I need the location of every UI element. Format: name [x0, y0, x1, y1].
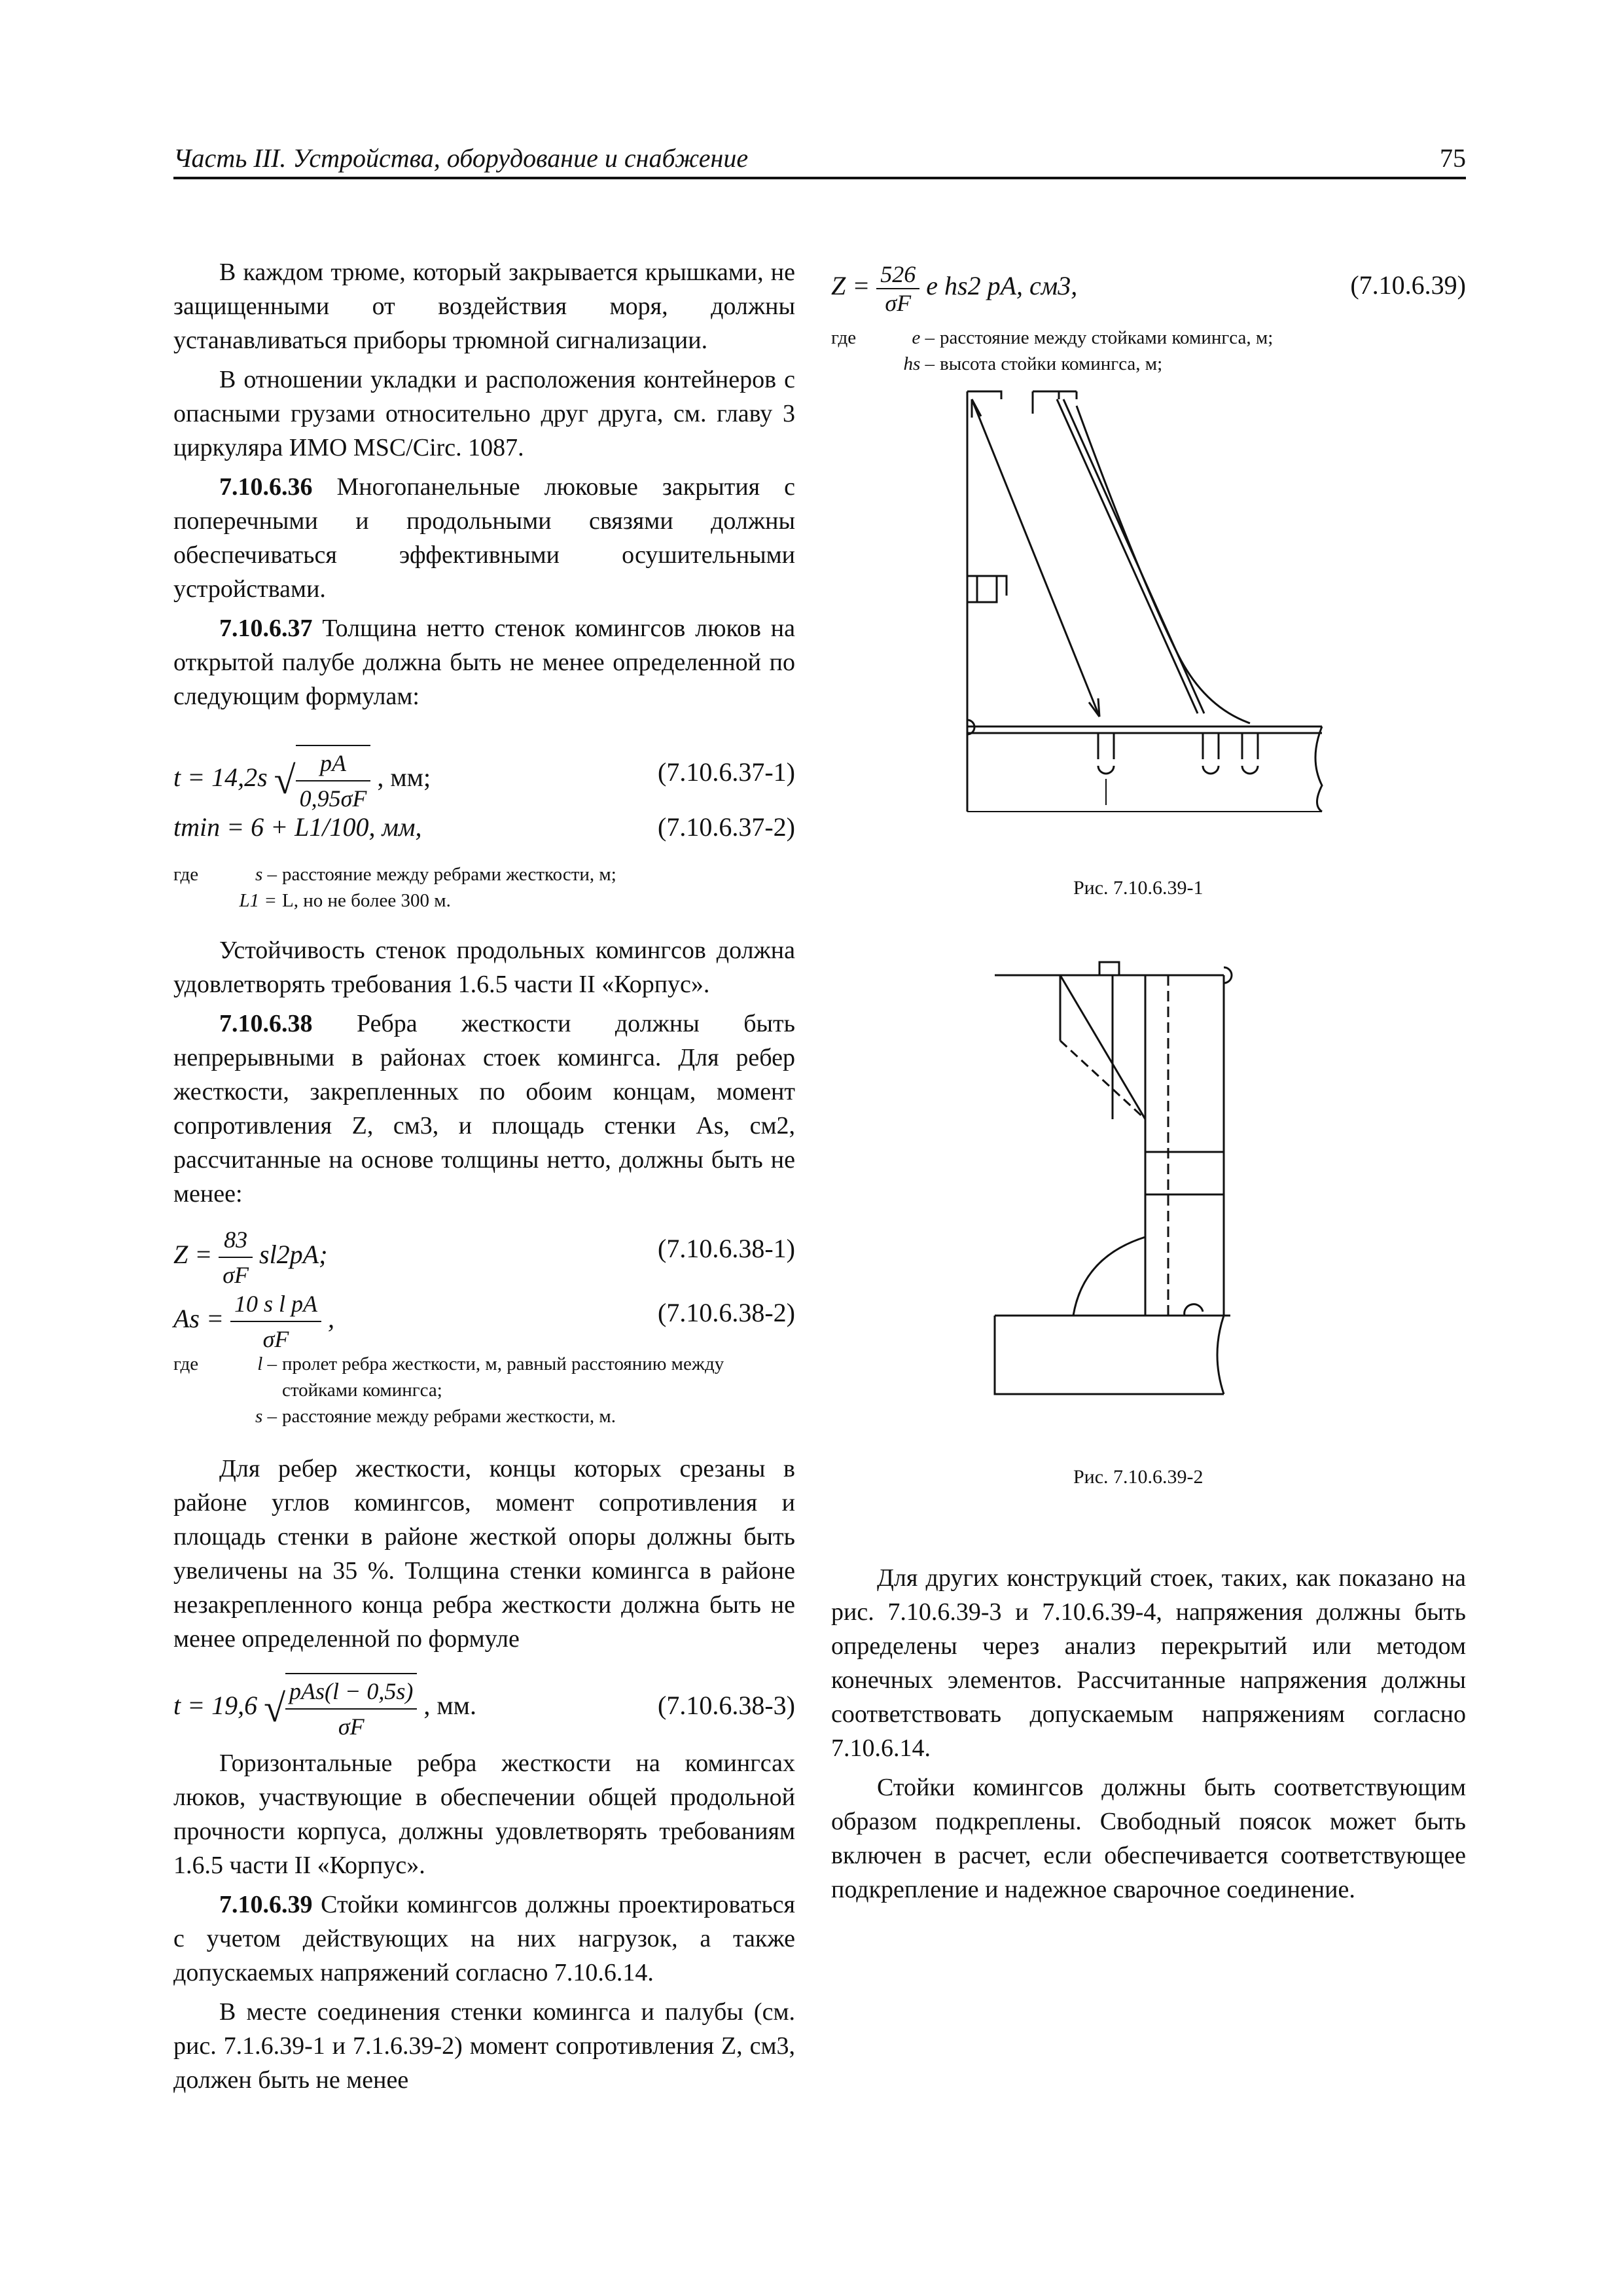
- paragraph: Для других конструкций стоек, таких, как показано на рис. 7.10.6.39-3 и 7.10.6.39-4, напряжения должны быть определены через анализ перекрытий или методом конечных элементов. Рассчитанные напряжения должны соответствовать допускаемым напряжениям согласно 7.10.6.14.: [831, 1564, 1466, 1762]
- formula-7-10-6-38-2: As = $\frac{\text{10 s l pA}}{\sigma F}$ , (7.10.6.38-2): [173, 1287, 795, 1339]
- section-number: 7.10.6.39: [219, 1891, 313, 1918]
- deck-stiffener-1: [1098, 733, 1114, 774]
- formula-unit: , мм;: [377, 762, 431, 793]
- section-number: 7.10.6.36: [219, 473, 313, 501]
- where-block: где e – расстояние между стойками комингса, м; hs – высота стойки комингса, м;: [831, 327, 1274, 374]
- formula-text: tmin = 6 + L1/100, мм,: [173, 812, 422, 842]
- top-flange: [1033, 391, 1077, 414]
- equation-number: (7.10.6.38-3): [658, 1691, 795, 1720]
- top-block: [1099, 962, 1119, 975]
- paragraph: Для ребер жесткости, концы которых срезаны в районе углов комингсов, момент сопротивления и площадь стенки в районе жесткой опоры должны быть увеличены на 35 %. Толщина стенки комингса в районе незакрепленного конца ребра жесткости должна быть не менее определенной по формуле: [173, 1455, 795, 1653]
- page-number: 75: [1440, 143, 1466, 173]
- where-block: где l – пролет ребра жесткости, м, равный расстоянию между стойками комингса; s – расстояние между ребрами жесткости, м.: [173, 1354, 724, 1427]
- paragraph: Устойчивость стенок продольных комингсов должна удовлетворять требования 1.6.5 части II «Корпус».: [173, 937, 795, 998]
- paragraph: Стойки комингсов должны быть соответствующим образом подкреплены. Свободный поясок может быть включен в расчет, если обеспечивается соответствующее подкрепление и надежное сварочное соединение.: [831, 1774, 1466, 1903]
- paragraph-7-10-6-38: [173, 1007, 795, 1211]
- paragraph: Горизонтальные ребра жесткости на комингсах люков, участвующие в обеспечении общей продольной прочности корпуса, должны удовлетворять требованиям 1.6.5 части II «Корпус».: [173, 1749, 795, 1879]
- paragraph-text: Стойки комингсов должны проектироваться с учетом действующих на них нагрузок, а также допускаемых напряжений согласно 7.10.6.14.: [173, 1891, 795, 1986]
- formula-7-10-6-38-1: Z = $\frac{83}{\sigma F}$ sl2pA; (7.10.6.38-1): [173, 1223, 795, 1275]
- paragraph-text: Толщина нетто стенок комингсов люков на открытой палубе должна быть не менее определенной по следующим формулам:: [173, 615, 795, 710]
- right-column: [831, 1561, 1466, 1912]
- figure-caption-2: Рис. 7.10.6.39-2: [1073, 1466, 1204, 1488]
- paragraph-7-10-6-39: [173, 1888, 795, 1990]
- header-title: Часть III. Устройства, оборудование и снабжение: [173, 143, 749, 173]
- formula-fraction: $\frac{pA}{0,95\sigma F}$: [296, 746, 371, 816]
- figure-caption-1: Рис. 7.10.6.39-1: [1073, 877, 1204, 899]
- figure-7-10-6-39-1: [942, 380, 1335, 825]
- bracket-diagonal: [1060, 975, 1145, 1119]
- equation-number: (7.10.6.38-2): [658, 1298, 795, 1327]
- figure-7-10-6-39-2: [982, 942, 1270, 1414]
- paragraph-7-10-6-36: [173, 470, 795, 606]
- bracket-curve: [1077, 406, 1250, 723]
- paragraph-7-10-6-37: [173, 611, 795, 713]
- dimension-e: [972, 399, 1099, 717]
- break-line: [1315, 726, 1322, 812]
- equation-number: (7.10.6.39): [1350, 270, 1466, 300]
- right-column-top: [831, 249, 1466, 391]
- formula-7-10-6-37-1: t = 14,2s √ $\frac{pA}{0,95\sigma F}$ , мм; (7.10.6.37-1): [173, 736, 795, 798]
- equation-number: (7.10.6.37-2): [658, 812, 795, 842]
- paragraph: В каждом трюме, который закрывается крышками, не защищенными от воздействия моря, должны устанавливаться приборы трюмной сигнализации.: [173, 259, 795, 354]
- deck-box: [995, 1316, 1224, 1394]
- running-header: [173, 143, 1466, 179]
- stiffener-bracket: [967, 576, 1007, 602]
- paragraph: В отношении укладки и расположения контейнеров с опасными грузами относительно друг друга, см. главу 3 циркуляра ИМО MSC/Circ. 1087.: [173, 366, 795, 461]
- paragraph-text: Многопанельные люковые закрытия с поперечными и продольными связями должны обеспечиваться эффективными осушительными устройствами.: [173, 473, 795, 603]
- formula-7-10-6-37-2: [173, 810, 795, 850]
- formula-7-10-6-39: Z = $\frac{526}{\sigma F}$ e hs2 pA, см3, (7.10.6.39): [831, 261, 1466, 316]
- formula-lhs: t = 14,2s: [173, 762, 268, 793]
- paragraph-text: Ребра жесткости должны быть непрерывными в районах стоек комингса. Для ребер жесткости, закрепленных по обоим концам, момент сопротивления Z, см3, и площадь стенки As, см2, рассчитанные на основе толщины нетто, должны быть не менее:: [173, 1010, 795, 1208]
- left-column: [173, 255, 795, 2102]
- section-number: 7.10.6.37: [219, 615, 313, 642]
- equation-number: (7.10.6.37-1): [658, 757, 795, 787]
- deck-stiffener-2: [1203, 733, 1219, 774]
- where-block: где s – расстояние между ребрами жесткости, м; L1 = L, но не более 300 м.: [173, 864, 616, 911]
- stiffener-diagonal: [1057, 399, 1198, 713]
- lower-bracket: [1073, 1237, 1145, 1316]
- equation-number: (7.10.6.38-1): [658, 1234, 795, 1263]
- formula-7-10-6-38-3: t = 19,6 √ $\frac{\text{pAs(l − 0,5s)}}{\sigma F}$ , мм. (7.10.6.38-3): [173, 1669, 795, 1734]
- deck-stiffener-3: [1242, 733, 1258, 774]
- section-number: 7.10.6.38: [219, 1010, 313, 1037]
- bracket-hidden: [1060, 1041, 1145, 1119]
- paragraph: В месте соединения стенки комингса и палубы (см. рис. 7.1.6.39-1 и 7.1.6.39-2) момент сопротивления Z, см3, должен быть не менее: [173, 1998, 795, 2094]
